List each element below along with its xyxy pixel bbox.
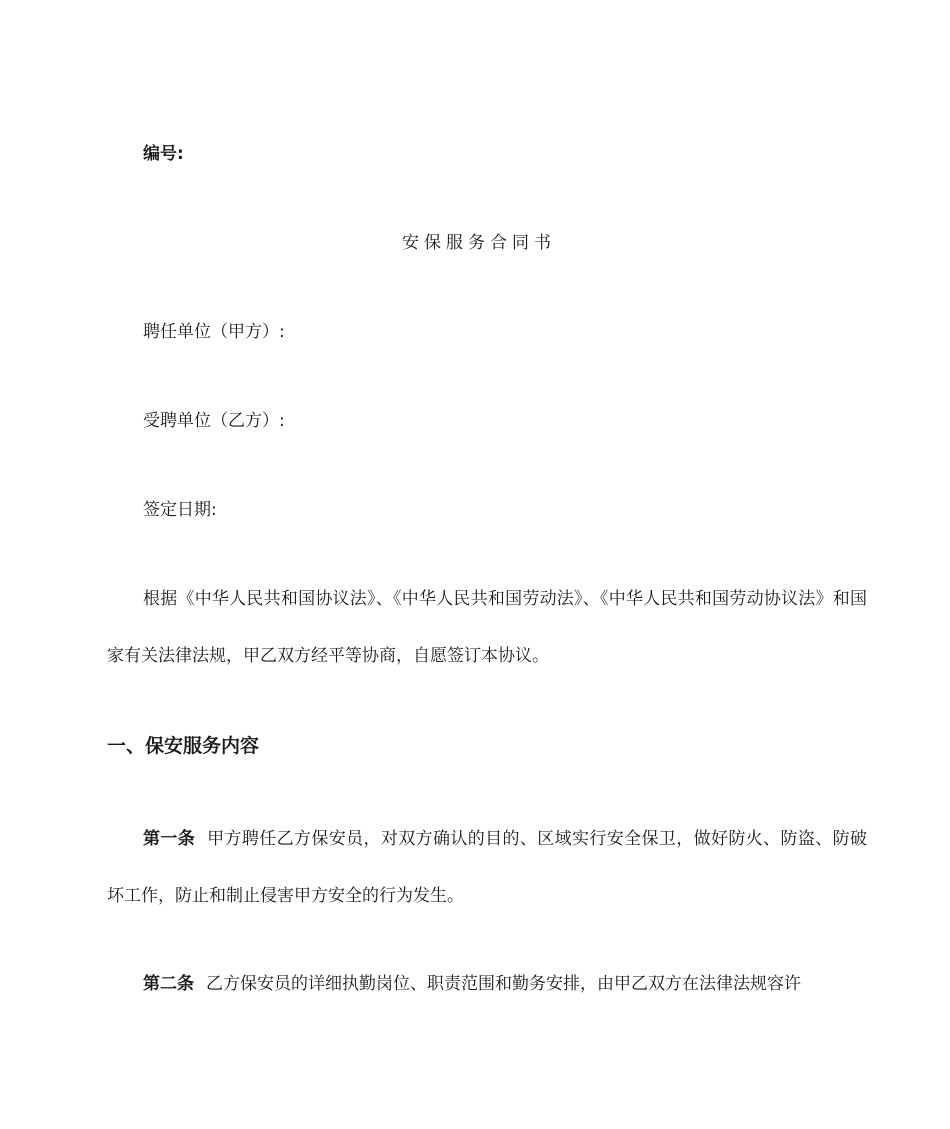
article-1-paragraph <box>107 811 867 925</box>
section-heading: 一、保安服务内容 <box>107 735 260 757</box>
party-b-label: 受聘单位（乙方）: <box>143 411 285 431</box>
article-2-text: 乙方保安员的详细执勤岗位、职责范围和勤务安排，由甲乙双方在法律法规容许 <box>206 974 801 994</box>
sign-date-label: 签定日期: <box>143 500 217 520</box>
contract-number-label: 编号: <box>143 144 184 164</box>
article-2-label: 第二条 <box>143 974 194 994</box>
preamble-paragraph: 根据《中华人民共和国协议法》、《中华人民共和国劳动法》、《中华人民共和国劳动协议法》和国家有关法律法规，甲乙双方经平等协商，自愿签订本协议。 <box>107 589 867 666</box>
article-1-label: 第一条 <box>143 829 196 849</box>
article-2-paragraph <box>107 956 867 1013</box>
document-title: 安保服务合同书 <box>402 233 556 253</box>
article-1-text: 甲方聘任乙方保安员，对双方确认的目的、区域实行安全保卫，做好防火、防盗、防破坏工作，防止和制止侵害甲方安全的行为发生。 <box>107 829 867 906</box>
party-a-label: 聘任单位（甲方）: <box>143 322 285 342</box>
